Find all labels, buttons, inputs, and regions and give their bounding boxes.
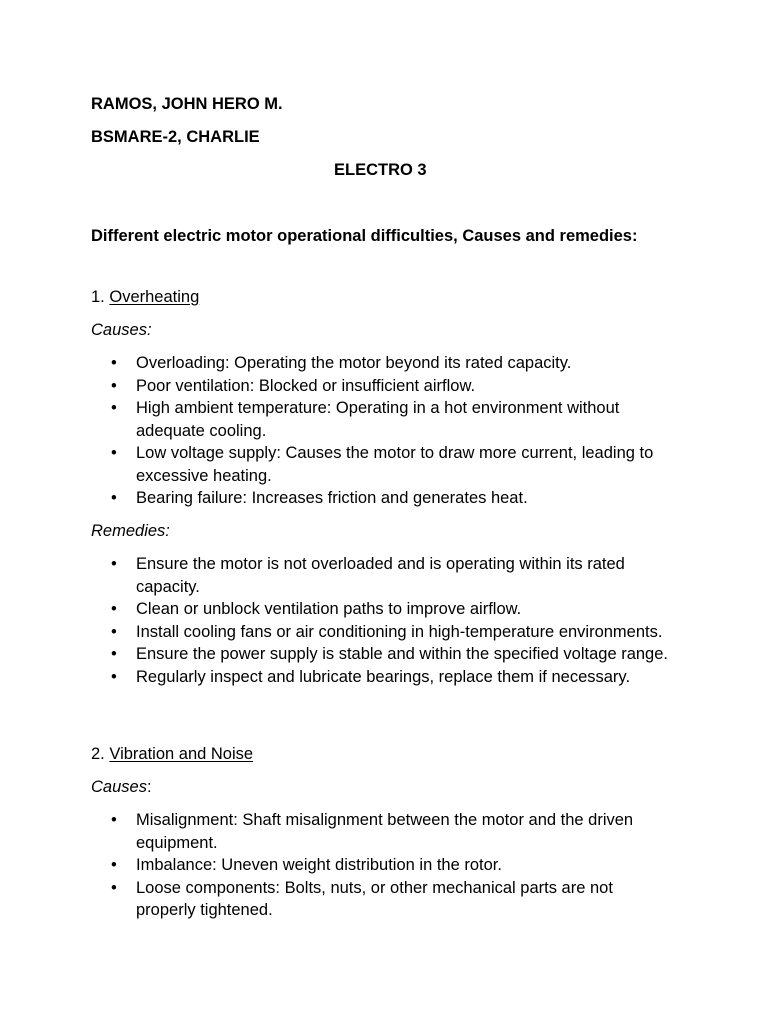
vibration-causes-list — [91, 809, 691, 922]
remedies-label: Remedies: — [91, 522, 170, 540]
overheating-causes-list — [91, 352, 691, 510]
bullet-icon: • — [111, 811, 117, 829]
causes-label: Causes: — [91, 321, 152, 339]
student-name: RAMOS, JOHN HERO M. — [91, 95, 283, 113]
bullet-icon: • — [111, 600, 117, 618]
subject-title: ELECTRO 3 — [334, 161, 427, 179]
list-item: • Overloading: Operating the motor beyond its rated capacity. — [91, 352, 676, 375]
list-item: • Bearing failure: Increases friction and generates heat. — [91, 487, 676, 510]
document-heading: Different electric motor operational difficulties, Causes and remedies: — [91, 227, 638, 245]
list-item: • Regularly inspect and lubricate bearings, replace them if necessary. — [91, 666, 676, 689]
bullet-icon: • — [111, 489, 117, 507]
topic-title-vibration — [91, 743, 253, 766]
bullet-icon: • — [111, 622, 117, 641]
list-item: • Clean or unblock ventilation paths to improve airflow. — [91, 598, 676, 621]
list-item: • Imbalance: Uneven weight distribution in the rotor. — [91, 854, 676, 877]
causes-label: Causes: — [91, 778, 152, 796]
bullet-icon: • — [111, 878, 117, 897]
overheating-remedies-list — [91, 553, 691, 688]
list-item: • Misalignment: Shaft misalignment between the motor and the driven equipment. — [111, 811, 634, 852]
topic-number: 1. — [91, 288, 105, 306]
list-item: • Loose components: Bolts, nuts, or other mechanical parts are not properly tightened. — [111, 878, 613, 919]
bullet-icon: • — [111, 399, 117, 417]
list-item: • Ensure the motor is not overloaded and is operating within its rated capacity. — [111, 555, 625, 596]
bullet-icon: • — [111, 645, 117, 663]
bullet-icon: • — [111, 667, 117, 686]
topic-title-overheating — [91, 286, 199, 309]
topic-number: 2. — [91, 745, 105, 763]
bullet-icon: • — [111, 376, 117, 395]
topic-name: Overheating — [109, 288, 200, 306]
student-section: BSMARE-2, CHARLIE — [91, 128, 260, 146]
list-item: • High ambient temperature: Operating in a hot environment without adequate cooling. — [111, 399, 620, 440]
bullet-icon: • — [111, 444, 117, 462]
bullet-icon: • — [111, 555, 117, 573]
bullet-icon: • — [111, 856, 117, 874]
list-item: • Poor ventilation: Blocked or insufficient airflow. — [91, 375, 676, 398]
bullet-icon: • — [111, 354, 117, 372]
list-item: • Low voltage supply: Causes the motor to draw more current, leading to excessive heating. — [111, 444, 654, 485]
list-item: • Install cooling fans or air conditioning in high-temperature environments. — [91, 621, 676, 644]
list-item: • Ensure the power supply is stable and within the specified voltage range. — [91, 643, 676, 666]
topic-name: Vibration and Noise — [109, 745, 254, 763]
